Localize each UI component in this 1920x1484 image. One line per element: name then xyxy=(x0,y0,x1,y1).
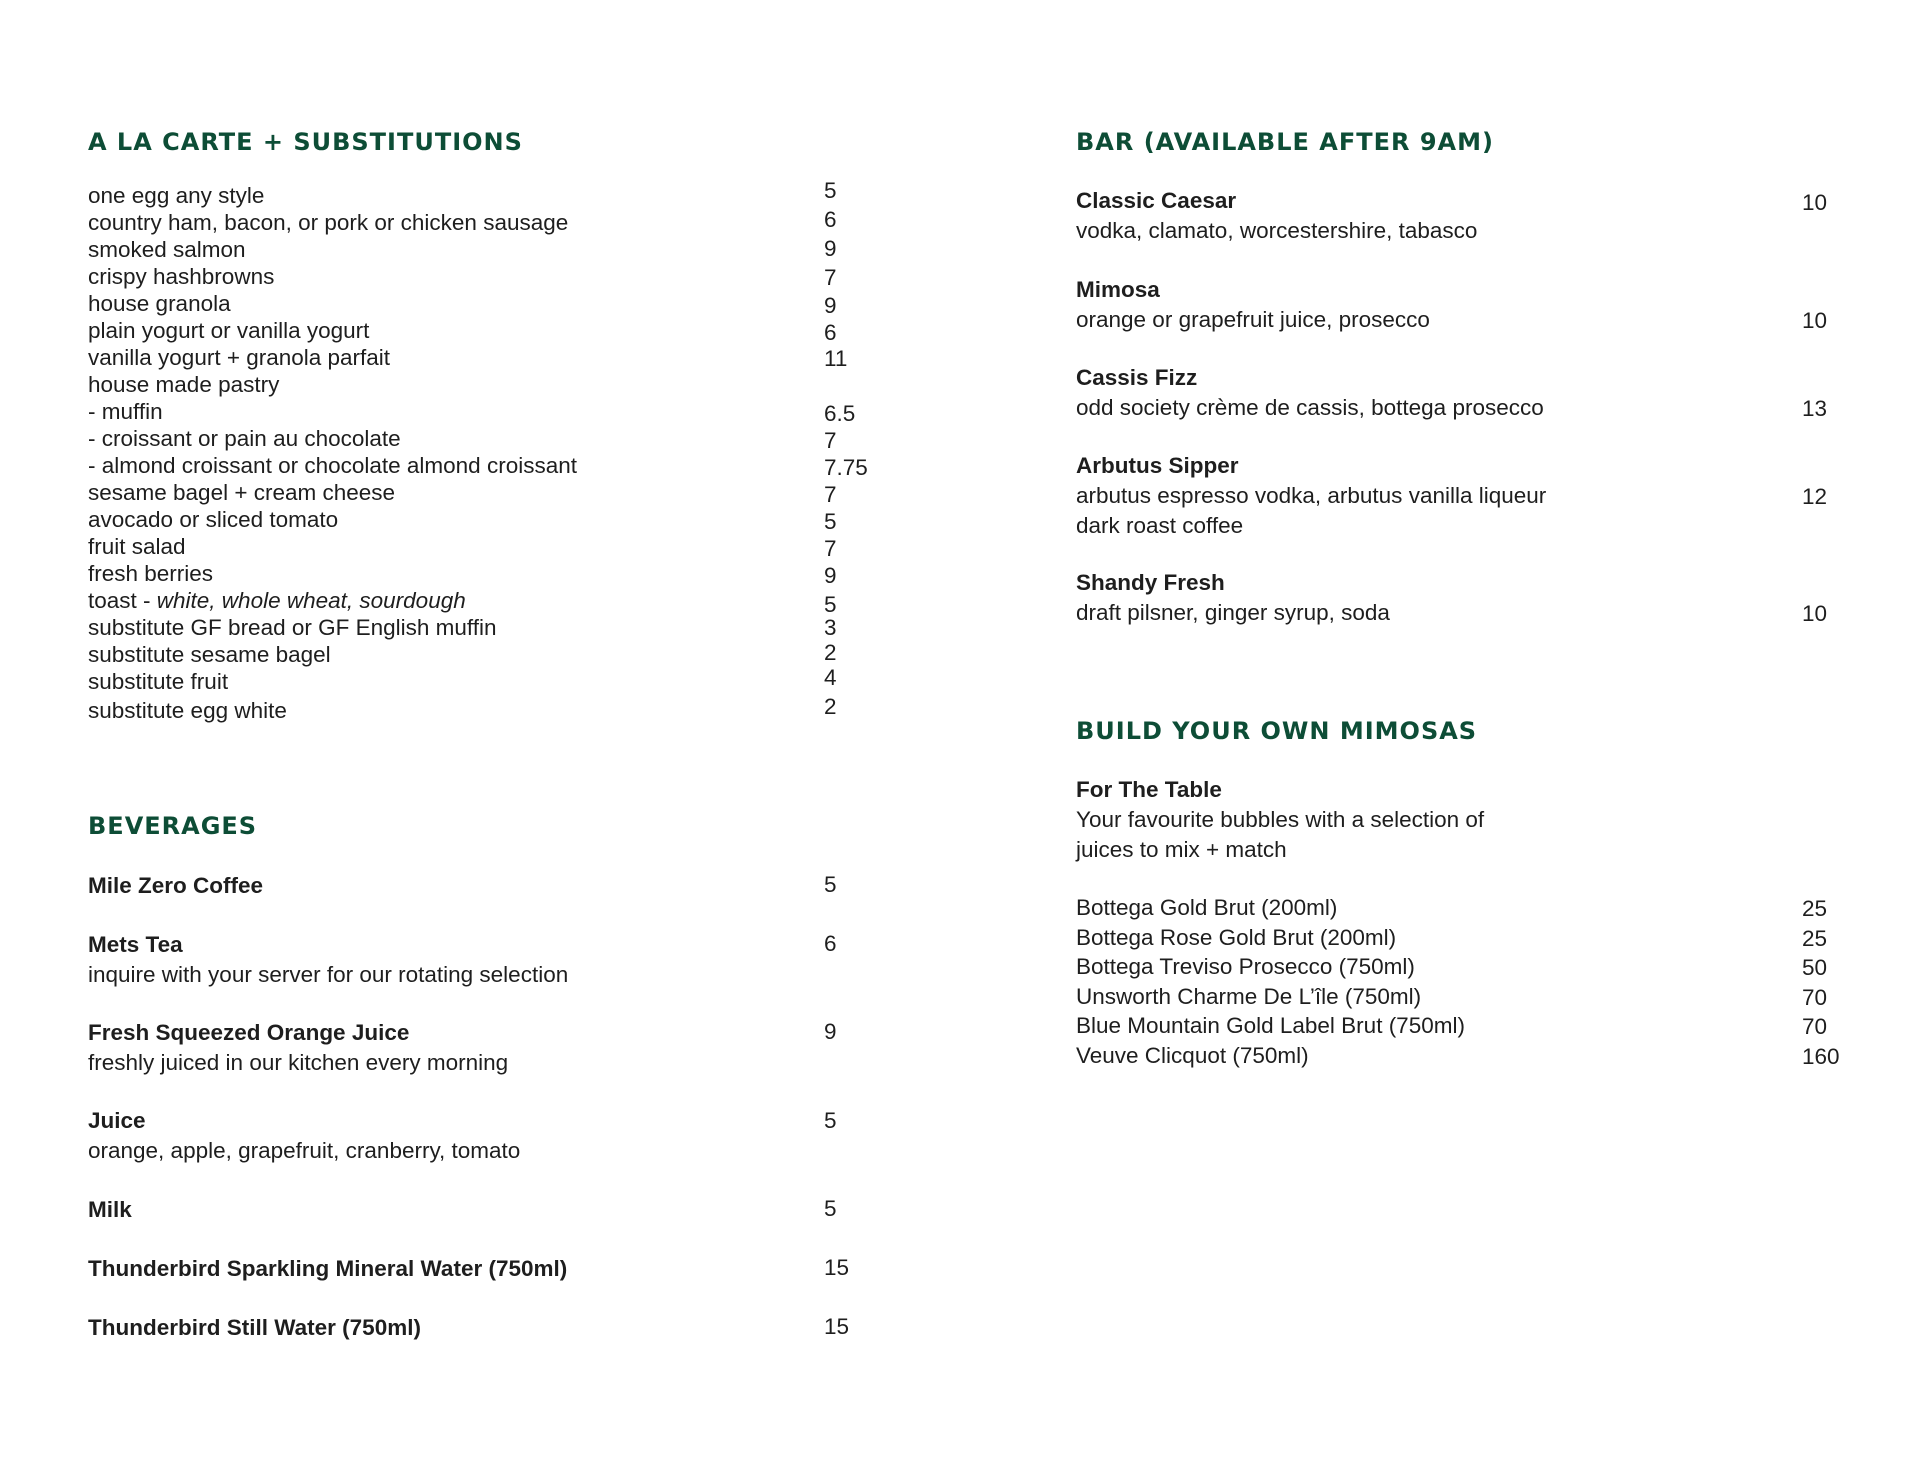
price: 9 xyxy=(824,563,837,588)
drink-desc: orange or grapefruit juice, prosecco xyxy=(1076,307,1430,332)
beverage-name: Juice xyxy=(88,1108,146,1133)
price: 5 xyxy=(824,592,837,617)
price: 3 xyxy=(824,615,837,640)
price: 7 xyxy=(824,482,837,507)
beverage-name: Mets Tea xyxy=(88,932,183,957)
mimosas-heading: BUILD YOUR OWN MIMOSAS xyxy=(1076,717,1478,745)
list-item: - almond croissant or chocolate almond croissant xyxy=(88,453,577,478)
list-item: house made pastry xyxy=(88,372,280,397)
drink-desc: draft pilsner, ginger syrup, soda xyxy=(1076,600,1390,625)
list-item: fruit salad xyxy=(88,534,186,559)
price: 15 xyxy=(824,1314,850,1339)
price: 6 xyxy=(824,207,837,232)
list-item: Bottega Gold Brut (200ml) xyxy=(1076,895,1338,920)
price: 6.5 xyxy=(824,401,856,426)
price: 160 xyxy=(1802,1044,1840,1069)
price: 5 xyxy=(824,1108,837,1133)
price: 9 xyxy=(824,1019,837,1044)
list-item: substitute sesame bagel xyxy=(88,642,331,667)
price: 25 xyxy=(1802,896,1828,921)
list-item: Bottega Treviso Prosecco (750ml) xyxy=(1076,954,1415,979)
list-item: one egg any style xyxy=(88,183,265,208)
list-item: Bottega Rose Gold Brut (200ml) xyxy=(1076,925,1397,950)
drink-name: Arbutus Sipper xyxy=(1076,453,1239,478)
price: 9 xyxy=(824,293,837,318)
price: 5 xyxy=(824,509,837,534)
drink-name: Shandy Fresh xyxy=(1076,570,1225,595)
list-item: substitute GF bread or GF English muffin xyxy=(88,615,497,640)
list-item: avocado or sliced tomato xyxy=(88,507,339,532)
list-item: house granola xyxy=(88,291,231,316)
list-item: plain yogurt or vanilla yogurt xyxy=(88,318,370,343)
price: 7.75 xyxy=(824,455,868,480)
list-item: sesame bagel + cream cheese xyxy=(88,480,396,505)
for-the-table-desc: Your favourite bubbles with a selection of xyxy=(1076,807,1485,832)
price: 10 xyxy=(1802,308,1828,333)
beverage-name: Thunderbird Sparkling Mineral Water (750ml) xyxy=(88,1256,568,1281)
price: 25 xyxy=(1802,926,1828,951)
drink-desc: odd society crème de cassis, bottega prosecco xyxy=(1076,395,1544,420)
beverage-desc: inquire with your server for our rotating selection xyxy=(88,962,569,987)
list-item: crispy hashbrowns xyxy=(88,264,275,289)
beverage-desc: orange, apple, grapefruit, cranberry, tomato xyxy=(88,1138,521,1163)
list-item: - muffin xyxy=(88,399,163,424)
price: 11 xyxy=(824,346,848,371)
beverages-heading: BEVERAGES xyxy=(88,812,258,840)
price: 7 xyxy=(824,428,837,453)
list-item: Veuve Clicquot (750ml) xyxy=(1076,1043,1309,1068)
price: 70 xyxy=(1802,1014,1828,1039)
beverage-name: Mile Zero Coffee xyxy=(88,873,264,898)
for-the-table-desc: juices to mix + match xyxy=(1076,837,1287,862)
list-item: vanilla yogurt + granola parfait xyxy=(88,345,391,370)
beverage-name: Milk xyxy=(88,1197,132,1222)
drink-name: Classic Caesar xyxy=(1076,188,1237,213)
for-the-table-title: For The Table xyxy=(1076,777,1222,802)
drink-name: Mimosa xyxy=(1076,277,1160,302)
beverage-name: Fresh Squeezed Orange Juice xyxy=(88,1020,410,1045)
toast-options: white, whole wheat, sourdough xyxy=(156,588,466,613)
price: 7 xyxy=(824,265,837,290)
price: 50 xyxy=(1802,955,1828,980)
list-item: substitute egg white xyxy=(88,698,287,723)
beverage-name: Thunderbird Still Water (750ml) xyxy=(88,1315,421,1340)
price: 70 xyxy=(1802,985,1828,1010)
price: 6 xyxy=(824,931,837,956)
alacarte-heading: A LA CARTE + SUBSTITUTIONS xyxy=(88,128,523,156)
beverage-desc: freshly juiced in our kitchen every morning xyxy=(88,1050,509,1075)
list-item: substitute fruit xyxy=(88,669,229,694)
drink-desc: vodka, clamato, worcestershire, tabasco xyxy=(1076,218,1478,243)
price: 4 xyxy=(824,665,837,690)
list-item: Blue Mountain Gold Label Brut (750ml) xyxy=(1076,1013,1465,1038)
list-item xyxy=(88,588,466,614)
price: 2 xyxy=(824,640,837,665)
price: 12 xyxy=(1802,484,1828,509)
drink-desc: arbutus espresso vodka, arbutus vanilla liqueur xyxy=(1076,483,1547,508)
price: 5 xyxy=(824,1196,837,1221)
price: 5 xyxy=(824,872,837,897)
list-item: fresh berries xyxy=(88,561,214,586)
price: 13 xyxy=(1802,396,1828,421)
price: 9 xyxy=(824,236,837,261)
price: 15 xyxy=(824,1255,850,1280)
price: 10 xyxy=(1802,190,1828,215)
price: 7 xyxy=(824,536,837,561)
drink-name: Cassis Fizz xyxy=(1076,365,1198,390)
list-item: smoked salmon xyxy=(88,237,246,262)
price: 5 xyxy=(824,178,837,203)
drink-desc: dark roast coffee xyxy=(1076,513,1244,538)
price: 6 xyxy=(824,320,837,345)
bar-heading: BAR (AVAILABLE AFTER 9AM) xyxy=(1076,128,1494,156)
list-item: Unsworth Charme De L’île (750ml) xyxy=(1076,984,1422,1009)
list-item: country ham, bacon, or pork or chicken sausage xyxy=(88,210,569,235)
price: 2 xyxy=(824,694,837,719)
toast-label: toast - xyxy=(88,588,157,613)
list-item: - croissant or pain au chocolate xyxy=(88,426,401,451)
price: 10 xyxy=(1802,601,1828,626)
